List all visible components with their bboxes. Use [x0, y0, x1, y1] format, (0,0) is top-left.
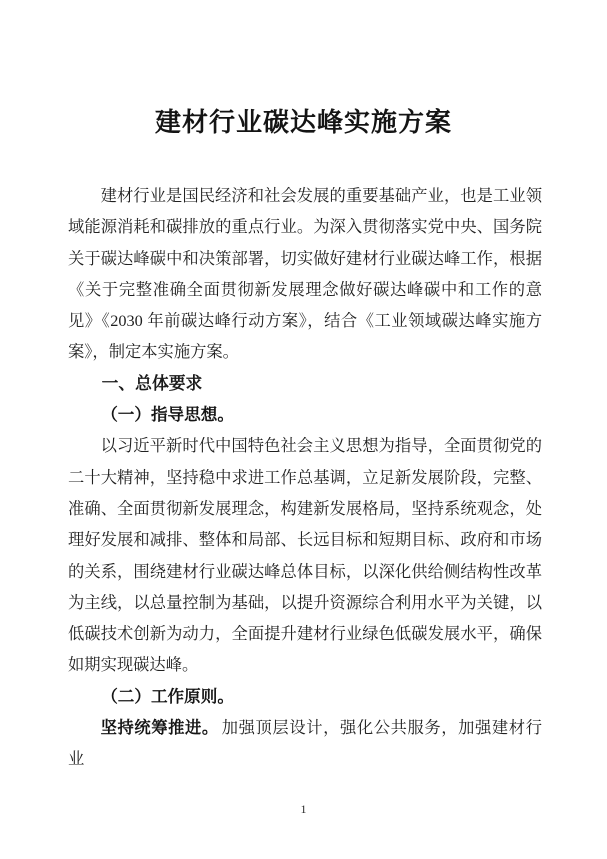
- page-number: 1: [300, 802, 307, 816]
- subsection-heading-guiding-ideology: （一）指导思想。: [101, 405, 234, 425]
- guiding-ideology-paragraph: 以习近平新时代中国特色社会主义思想为指导，全面贯彻党的二十大精神，坚持稳中求进工作总基调，立足新发展阶段，完整、准确、全面贯彻新发展理念，构建新发展格局，坚持系统观念，处理好发展和减排、整体和局部、长远目标和短期目标、政府和市场的关系，围绕建材行业碳达峰总体目标，以深化供给侧结构性改革为主线，以总量控制为基础，以提升资源综合利用水平为关键，以低碳技术创新为动力，全面提升建材行业绿色低碳发展水平，确保如期实现碳达峰。: [68, 436, 542, 675]
- principle-paragraph: [68, 712, 542, 775]
- subsection-heading-work-principles: （二）工作原则。: [101, 686, 234, 706]
- section-heading-overall-requirements: 一、总体要求: [101, 373, 203, 393]
- document-title: 建材行业碳达峰实施方案: [154, 108, 452, 137]
- principle-lead-bold: 坚持统筹推进。: [100, 718, 219, 738]
- document-body: [68, 180, 542, 775]
- intro-paragraph: 建材行业是国民经济和社会发展的重要基础产业，也是工业领域能源消耗和碳排放的重点行业。为深入贯彻落实党中央、国务院关于碳达峰碳中和决策部署，切实做好建材行业碳达峰工作，根据《关于完整准确全面贯彻新发展理念做好碳达峰碳中和工作的意见》《2030 年前碳达峰行动方案》，结合《工业领域碳达峰实施方案》，制定本实施方案。: [68, 186, 542, 362]
- principle-text: 加强顶层设计，强化公共服务，加强建材行业: [68, 718, 542, 769]
